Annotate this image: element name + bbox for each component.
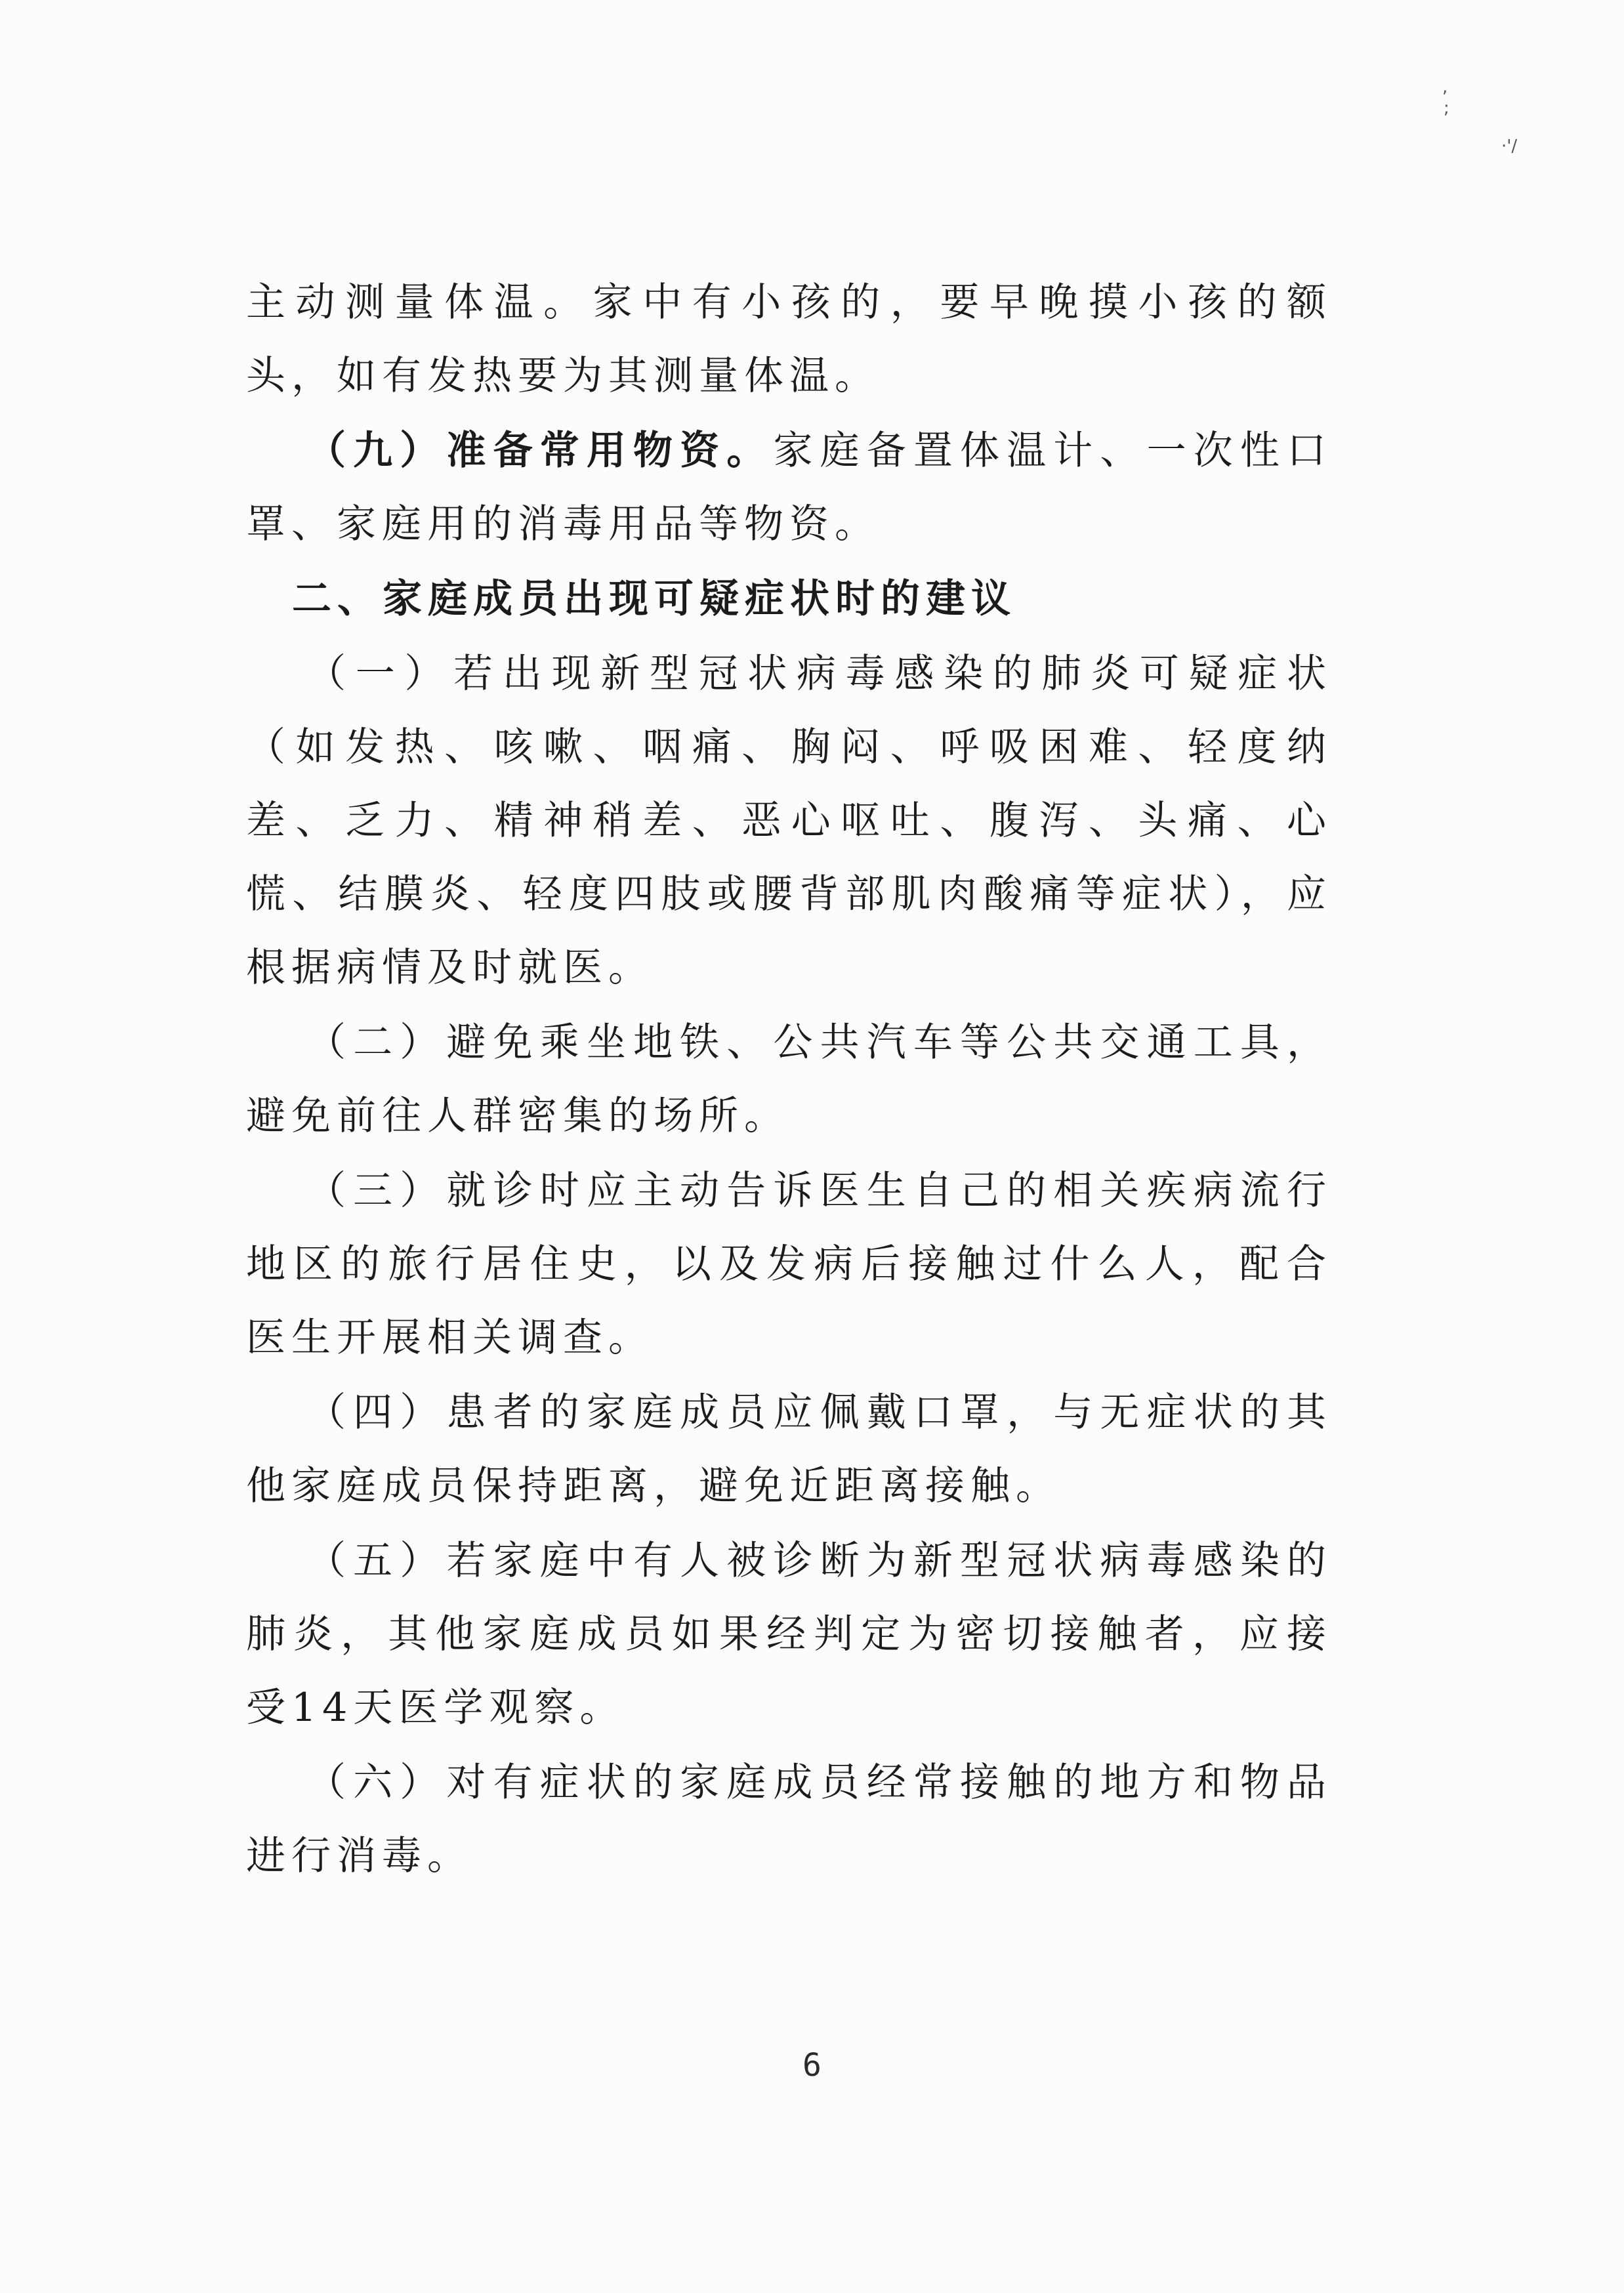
section-heading — [246, 562, 1332, 636]
page-number: 6 — [802, 2047, 822, 2084]
paragraph-lead: （九）准备常用物资。 — [306, 428, 774, 474]
paragraph-item-2 — [246, 1006, 1332, 1153]
paragraph-item-9 — [246, 414, 1332, 561]
scan-mark: , — [1442, 77, 1448, 97]
paragraph-item-4 — [246, 1376, 1332, 1523]
paragraph-item-5 — [246, 1524, 1332, 1745]
document-body — [246, 266, 1332, 1894]
paragraph-item-1 — [246, 637, 1332, 1004]
paragraph-text: 主动测量体温。家中有小孩的，要早晚摸小孩的额头，如有发热要为其测量体温。 — [246, 279, 1332, 399]
paragraph-item-6 — [246, 1746, 1332, 1893]
paragraph-continuation — [246, 266, 1332, 413]
paragraph-item-3 — [246, 1154, 1332, 1374]
scan-mark: ·'/ — [1501, 136, 1518, 156]
paragraph-text: （三）就诊时应主动告诉医生自己的相关疾病流行地区的旅行居住史，以及发病后接触过什么人，配合医生开展相关调查。 — [246, 1168, 1332, 1361]
scan-mark: ; — [1444, 98, 1449, 118]
paragraph-text: （六）对有症状的家庭成员经常接触的地方和物品进行消毒。 — [246, 1760, 1332, 1879]
paragraph-text: （四）患者的家庭成员应佩戴口罩，与无症状的其他家庭成员保持距离，避免近距离接触。 — [246, 1390, 1332, 1509]
paragraph-text: （一）若出现新型冠状病毒感染的肺炎可疑症状（如发热、咳嗽、咽痛、胸闷、呼吸困难、轻度纳差、乏力、精神稍差、恶心呕吐、腹泻、头痛、心慌、结膜炎、轻度四肢或腰背部肌肉酸痛等症状），应根据病情及时就医。 — [246, 651, 1332, 991]
heading-text: 二、家庭成员出现可疑症状时的建议 — [292, 576, 1016, 622]
paragraph-text: 家庭备置体温计、一次性口罩、家庭用的消毒用品等物资。 — [246, 428, 1333, 547]
paragraph-text: （二）避免乘坐地铁、公共汽车等公共交通工具，避免前往人群密集的场所。 — [246, 1020, 1332, 1139]
paragraph-text: （五）若家庭中有人被诊断为新型冠状病毒感染的肺炎，其他家庭成员如果经判定为密切接触者，应接受14天医学观察。 — [246, 1538, 1332, 1731]
